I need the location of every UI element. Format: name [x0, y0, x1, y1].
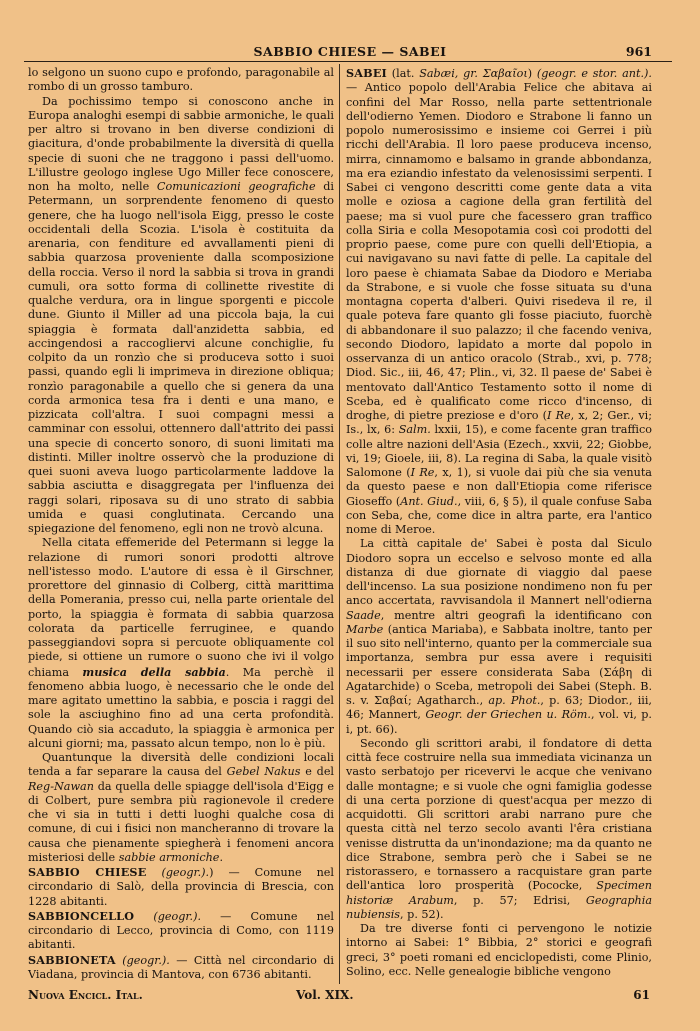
entry-sabbioncello: SABBIONCELLO (geogr.). — Comune nel circondario di Lecco, provincia di Como, con 1119 abitanti.: [28, 908, 334, 952]
running-head: [0, 44, 700, 62]
page-number: 961: [625, 44, 652, 59]
paragraph: La città capitale de' Sabei è posta dal Siculo Diodoro sopra un eccelso e selvoso monte ed alla distanza di due giornate di viaggio dal paese dell'incenso. La sua posizione nondimeno non fu per anco accertata, ravvisandola il Mannert nell'odierna Saade, mentre altri geografi la identificano con Marbe (antica Mariaba), e Sabbata inoltre, tanto per il suo sito nell'interno, quanto per la commerciale sua importanza, sembra pur essa avere i requisiti necessarii per essere considerata Saba (Σάβη di Agatarchide) o Sceba, metropoli dei Sabei (Steph. B. s. v. Σαβαί; Agatharch., ap. Phot., p. 63; Diodor., iii, 46; Mannert, Geogr. der Griechen u. Röm., vol. vi, p. i, pt. 66).: [346, 537, 653, 736]
left-column: [28, 66, 334, 982]
footer-volume: Vol. XIX.: [296, 988, 354, 1002]
entry-sabbio-chiese: SABBIO CHIESE (geogr.).) — Comune nel circondario di Salò, della provincia di Brescia, con 1228 abitanti.: [28, 865, 334, 908]
header-rule: [24, 61, 672, 62]
footer-publication: Nuova Encicl. Ital.: [28, 988, 143, 1002]
paragraph: Da tre diverse fonti ci pervengono le notizie intorno ai Sabei: 1° Bibbia, 2° storici e geografi greci, 3° poeti romani ed enciclopedisti, come Plinio, Solino, ecc. Nelle genealogie bibliche vengono: [346, 922, 652, 978]
paragraph: Quantunque la diversità delle condizioni locali tenda a far separare la causa del Gebel Nakus e del Reg-Nawan da quella delle spiagge dell'isola d'Eigg e di Colbert, pure sembra più ragionevole il credere che vi sia in tutti i detti luoghi qualche cosa di comune, di cui i fisici non mancheranno di trovare la causa che pienamente spiegherà i fenomeni ancora misteriosi delle sabbie armoniche.: [28, 751, 335, 864]
right-column: [346, 66, 652, 979]
column-divider: [339, 64, 340, 984]
page-footer: [28, 988, 676, 1004]
entry-sabei: SABEI (lat. Sabæi, gr. Σαβαῖοι) (geogr. e stor. ant.). — Antico popolo dell'Arabia Felice che abitava ai confini del Mar Rosso, nella parte settentrionale dell'odierno Yemen. Diodoro e Strabone li fanno un popolo numerosissimo e insieme coi Gerrei i più ricchi dell'Arabia. Il loro paese produceva incenso, mirra, cinnamomo e balsamo in grande abbondanza, ma era eziandio infestato da velenosissimi serpenti. I Sabei ci vengono descritti come gente data a vita molle e oziosa a cagione della gran fertilità del paese; ma si vuol pure che facessero gran traffico colla Siria e colla Mesopotamia così coi prodotti del proprio paese, come pure con quelli dell'Etiopia, a cui navigavano su navi fatte di pelle. La capitale del loro paese è chiamata Sabae da Diodoro e Meriaba da Strabone, e si vuole che fosse situata su d'una montagna coperta d'alberi. Quivi risedeva il re, il quale poteva fare quanto gli fosse piaciuto, fuorchè di abbandonare il suo palazzo; il che facendo veniva, secondo Diodoro, lapidato a morte dal popolo in osservanza di un antico oracolo (Strab., xvi, p. 778; Diod. Sic., iii, 46, 47; Plin., vi, 32. Il paese de' Sabei è mentovato dall'Antico Testamento sotto il nome di Sceba, ed è qualificato come ricco d'incenso, di droghe, di pietre preziose e d'oro (I Re, x, 2; Ger., vi; Is., lx, 6: Salm. lxxii, 15), e come facente gran traffico colle altre nazioni dell'Asia (Ezech., xxvii, 22; Giobbe, vi, 19; Gioele, iii, 8). La regina di Saba, la quale visitò Salomone (I Re, x, 1), si vuole dai più che sia venuta da questo paese e non dall'Etiopia come riferisce Gioseffo (Ant. Giud., viii, 6, § 5), il quale confuse Saba con Seba, che, come dice in altra parte, era l'antico nome di Meroe.: [346, 66, 652, 536]
footer-signature: 61: [633, 988, 650, 1002]
page-title: SABBIO CHIESE — SABEI: [253, 44, 447, 59]
paragraph: Secondo gli scrittori arabi, il fondatore di detta città fece costruire nella sua immediata vicinanza un vasto serbatojo per ricevervi le acque che venivano dalle montagne; e si vuole che ogni famiglia godesse di una certa porzione di quest'acqua per mezzo di acquidotti. Gli scrittori arabi narrano pure che questa città nel terzo secolo avanti l'êra cristiana venisse distrutta da un'inondazione; ma da quanto ne dice Strabone, sembra però che i Sabei se ne ristorassero, e tornassero a racquistare gran parte dell'antica loro prosperità (Pococke, Specimen historiæ Arabum, p. 57; Edrisi, Geographia nubiensis, p. 52).: [346, 736, 652, 921]
paragraph: Nella citata effemeride del Petermann si legge la relazione di rumori sonori prodotti altrove nell'istesso modo. L'autore di essa è il Girschner, prorettore del ginnasio di Colberg, città marittima della Pomerania, presso cui, nella parte orientale del porto, la spiaggia è formata di sabbia quarzosa colorata da particelle ferruginee, e quando passeggiandovi sopra si percuote obliquamente col piede, si ottiene un rumore o suono che ivi il volgo chiama musica della sabbia. Ma perchè il fenomeno abbia luogo, è necessario che le onde del mare agitato umettino la sabbia, e poscia i raggi del sole la asciughino fino ad una certa profondità. Quando ciò sia accaduto, la spiaggia è armonica per alcuni giorni; ma, passato alcun tempo, non lo è più.: [28, 536, 334, 750]
paragraph: lo selgono un suono cupo e profondo, paragonabile al rombo di un grosso tamburo.: [28, 66, 334, 94]
paragraph: Da pochissimo tempo si conoscono anche in Europa analoghi esempi di sabbie armoniche, le quali per altro si trovano in ben diverse condizioni di giacitura, d'onde probabilmente la diversità di quella specie di suoni che ne traggono i passi dell'uomo. L'illustre geologo inglese Ugo Miller fece conoscere, non ha molto, nelle Comunicazioni geografiche di Petermann, un sorprendente fenomeno di questo genere, che ha luogo nell'isola Eigg, presso le coste occidentali della Scozia. L'isola è costituita da arenaria, con fenditure ed avvallamenti pieni di sabbia quarzosa proveniente dalla scomposizione della roccia. Verso il nord la sabbia si trova in grandi cumuli, ora sotto forma di collinette rivestite di qualche verdura, ora in lingue sporgenti e piccole dune. Giunto il Miller ad una piccola baja, la cui spiaggia è formata dall'anzidetta sabbia, ed accingendosi a raccogliervi alcune conchiglie, fu colpito da un ronzìo che si produceva sotto i suoi passi, quando egli li imprimeva in direzione obliqua; ronzìo paragonabile a quello che si genera da una corda armonica tesa fra i denti e una mano, e pizzicata coll'altra. I suoi compagni messi a camminar con essolui, ottennero dall'attrito dei passi una specie di concerto sonoro, di suoni limitati ma distinti. Miller inoltre osservò che la produzione di quei suoni aveva luogo particolarmente laddove la sabbia asciutta e disaggregata per l'influenza dei raggi solari, riposava su di uno strato di sabbia umida e quasi conglutinata. Cercando una spiegazione del fenomeno, egli non ne trovò alcuna.: [28, 94, 335, 535]
entry-sabbioneta: SABBIONETA (geogr.). — Città nel circondario di Viadana, provincia di Mantova, con 6736 abitanti.: [28, 952, 334, 981]
